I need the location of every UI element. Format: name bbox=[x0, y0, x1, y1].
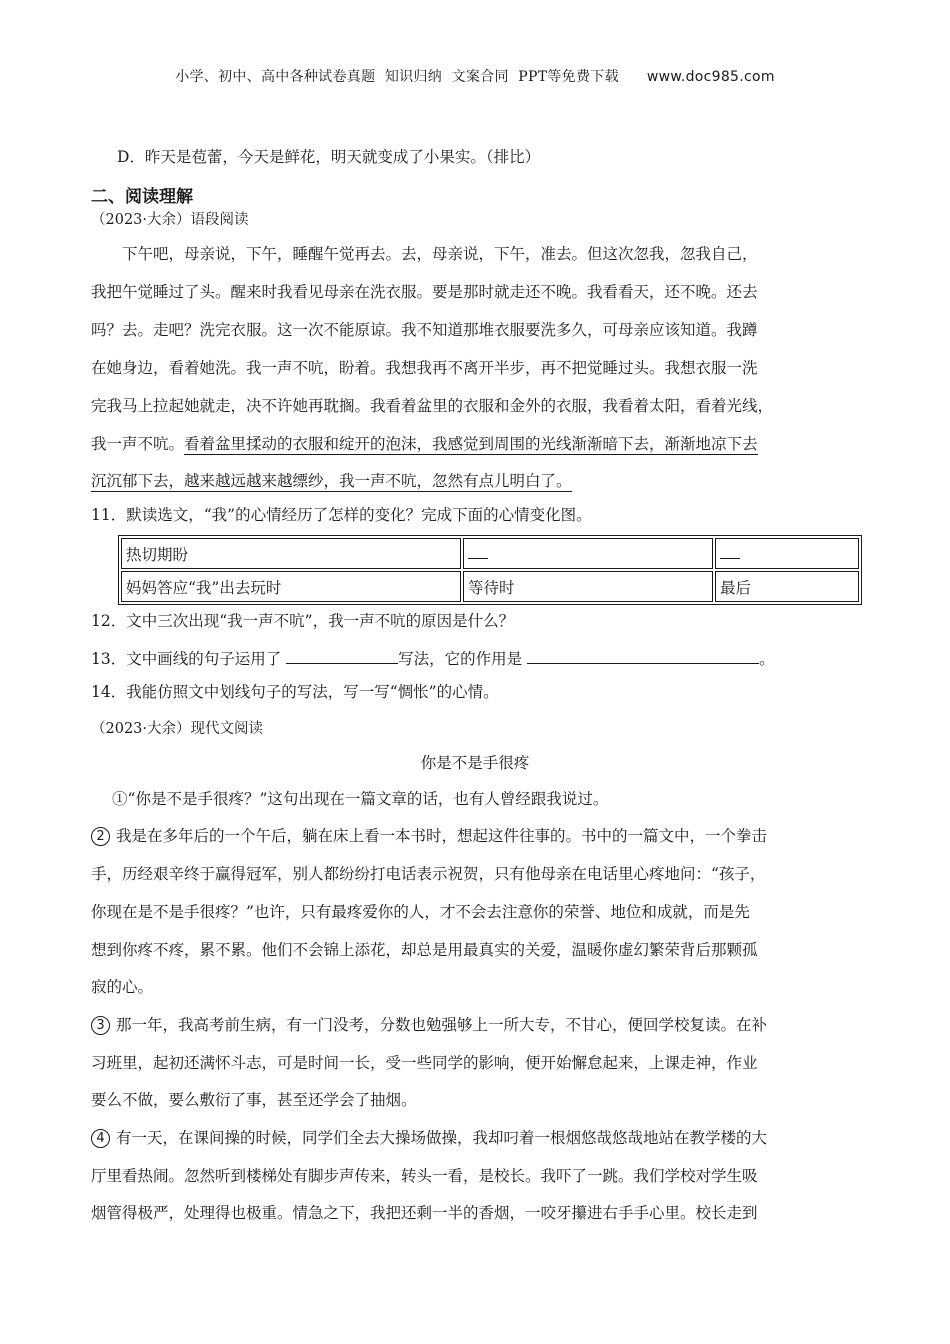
paragraph-line: 手，历经艰辛终于赢得冠军，别人都纷纷打电话表示祝贺，只有他母亲在电话里心疼地问：“孩子， bbox=[91, 865, 766, 883]
passage-line: 下午吧，母亲说，下午，睡醒午觉再去。去，母亲说，下午，准去。但这次忽我，忽我自己， bbox=[122, 245, 758, 263]
passage-line: 完我马上拉起她就走，决不许她再耽搁。我看着盆里的衣服和金外的衣服，我看着太阳，看着光线， bbox=[91, 397, 774, 415]
question-13 bbox=[91, 649, 775, 669]
question-13-part-b: 写法，它的作用是 bbox=[398, 650, 523, 668]
paragraph-number: 2 bbox=[91, 827, 110, 846]
paragraph-line bbox=[91, 1128, 767, 1148]
table-cell: 最后 bbox=[715, 571, 859, 602]
paragraph-line: 想到你疼不疼，累不累。他们不会锦上添花，却总是用最真实的关爱，温暖你虚幻繁荣背后那颗孤 bbox=[91, 941, 758, 959]
passage-line bbox=[91, 471, 572, 491]
question-11: 11．默读选文，“我”的心情经历了怎样的变化？完成下面的心情变化图。 bbox=[91, 506, 592, 524]
paragraph-number: 3 bbox=[91, 1016, 110, 1035]
table-cell: 热切期盼 bbox=[121, 538, 461, 569]
question-14: 14．我能仿照文中划线句子的写法，写一写“惆怅”的心情。 bbox=[91, 683, 499, 701]
question-13-part-a: 13．文中画线的句子运用了 bbox=[91, 650, 282, 668]
paragraph-line bbox=[91, 826, 767, 846]
paragraph-line: 寂的心。 bbox=[91, 978, 154, 996]
answer-blank[interactable] bbox=[720, 544, 740, 559]
answer-blank[interactable] bbox=[527, 649, 759, 664]
paragraph-line: 习班里，起初还满怀斗志，可是时间一长，受一些同学的影响，便开始懈怠起来，上课走神，作业 bbox=[91, 1054, 758, 1072]
passage-line bbox=[91, 434, 758, 454]
underlined-sentence: 沉沉郁下去，越来越远越来越缥纱，我一声不吭，忽然有点儿明白了。 bbox=[91, 472, 572, 490]
section-heading: 二、阅读理解 bbox=[91, 187, 193, 207]
paragraph-number: 4 bbox=[91, 1129, 110, 1148]
question-12: 12．文中三次出现“我一声不吭”，我一声不吭的原因是什么？ bbox=[91, 612, 515, 630]
question-13-part-c: 。 bbox=[759, 650, 775, 668]
header-text: 小学、初中、高中各种试卷真题 知识归纳 文案合同 PPT等免费下载 bbox=[175, 69, 619, 85]
table-row bbox=[121, 538, 859, 569]
page-header bbox=[0, 66, 950, 86]
mood-change-table bbox=[118, 535, 862, 605]
passage-line: 我把午觉睡过了头。醒来时我看见母亲在洗衣服。要是那时就走还不晚。我看看天，还不晚。还去 bbox=[91, 283, 758, 301]
underlined-sentence: 看着盆里揉动的衣服和绽开的泡沫，我感觉到周围的光线渐渐暗下去，渐渐地凉下去 bbox=[184, 435, 758, 453]
source-label-2: （2023·大余）现代文阅读 bbox=[91, 721, 264, 737]
table-cell-blank[interactable] bbox=[463, 538, 713, 569]
paragraph-text: 我是在多年后的一个午后，躺在床上看一本书时，想起这件往事的。书中的一篇文中，一个拳击 bbox=[116, 827, 768, 845]
article-title: 你是不是手很疼 bbox=[420, 754, 530, 772]
paragraph-number: ① bbox=[112, 790, 128, 808]
paragraph-line bbox=[91, 1015, 767, 1035]
answer-blank[interactable] bbox=[286, 649, 398, 664]
paragraph-line: 烟管得极严，处理得也极重。情急之下，我把还剩一半的香烟，一咬牙攥进右手手心里。校长走到 bbox=[91, 1204, 758, 1222]
paragraph-line: 你现在是不是手很疼？”也许，只有最疼爱你的人，才不会去注意你的荣誉、地位和成就，而是先 bbox=[91, 903, 750, 921]
answer-blank[interactable] bbox=[468, 544, 488, 559]
source-label-1: （2023·大余）语段阅读 bbox=[91, 212, 249, 228]
paragraph-text: 有一天，在课间操的时候，同学们全去大操场做操，我却叼着一根烟悠哉悠哉地站在教学楼的大 bbox=[116, 1129, 768, 1147]
paragraph-text: 那一年，我高考前生病，有一门没考，分数也勉强够上一所大专，不甘心，便回学校复读。在补 bbox=[116, 1016, 768, 1034]
header-url[interactable]: www.doc985.com bbox=[646, 69, 775, 85]
option-d: D．昨天是苞蕾，今天是鲜花，明天就变成了小果实。（排比） bbox=[117, 148, 541, 166]
table-row bbox=[121, 571, 859, 602]
table-cell-blank[interactable] bbox=[715, 538, 859, 569]
passage-line: 吗？去。走吧？洗完衣服。这一次不能原谅。我不知道那堆衣服要洗多久，可母亲应该知道。我蹲 bbox=[91, 321, 758, 339]
paragraph-line: 要么不做，要么敷衍了事，甚至还学会了抽烟。 bbox=[91, 1091, 417, 1109]
table-cell: 妈妈答应“我”出去玩时 bbox=[121, 571, 461, 602]
table-cell: 等待时 bbox=[463, 571, 713, 602]
paragraph-text: “你是不是手很疼？”这句出现在一篇文章的话，也有人曾经跟我说过。 bbox=[127, 790, 609, 808]
paragraph-1 bbox=[112, 789, 608, 809]
paragraph-line: 厅里看热闹。忽然听到楼梯处有脚步声传来，转头一看，是校长。我吓了一跳。我们学校对学生吸 bbox=[91, 1167, 758, 1185]
passage-line: 在她身边，看着她洗。我一声不吭，盼着。我想我再不离开半步，再不把觉睡过头。我想衣服一洗 bbox=[91, 359, 758, 377]
passage-text: 我一声不吭。 bbox=[91, 435, 185, 453]
